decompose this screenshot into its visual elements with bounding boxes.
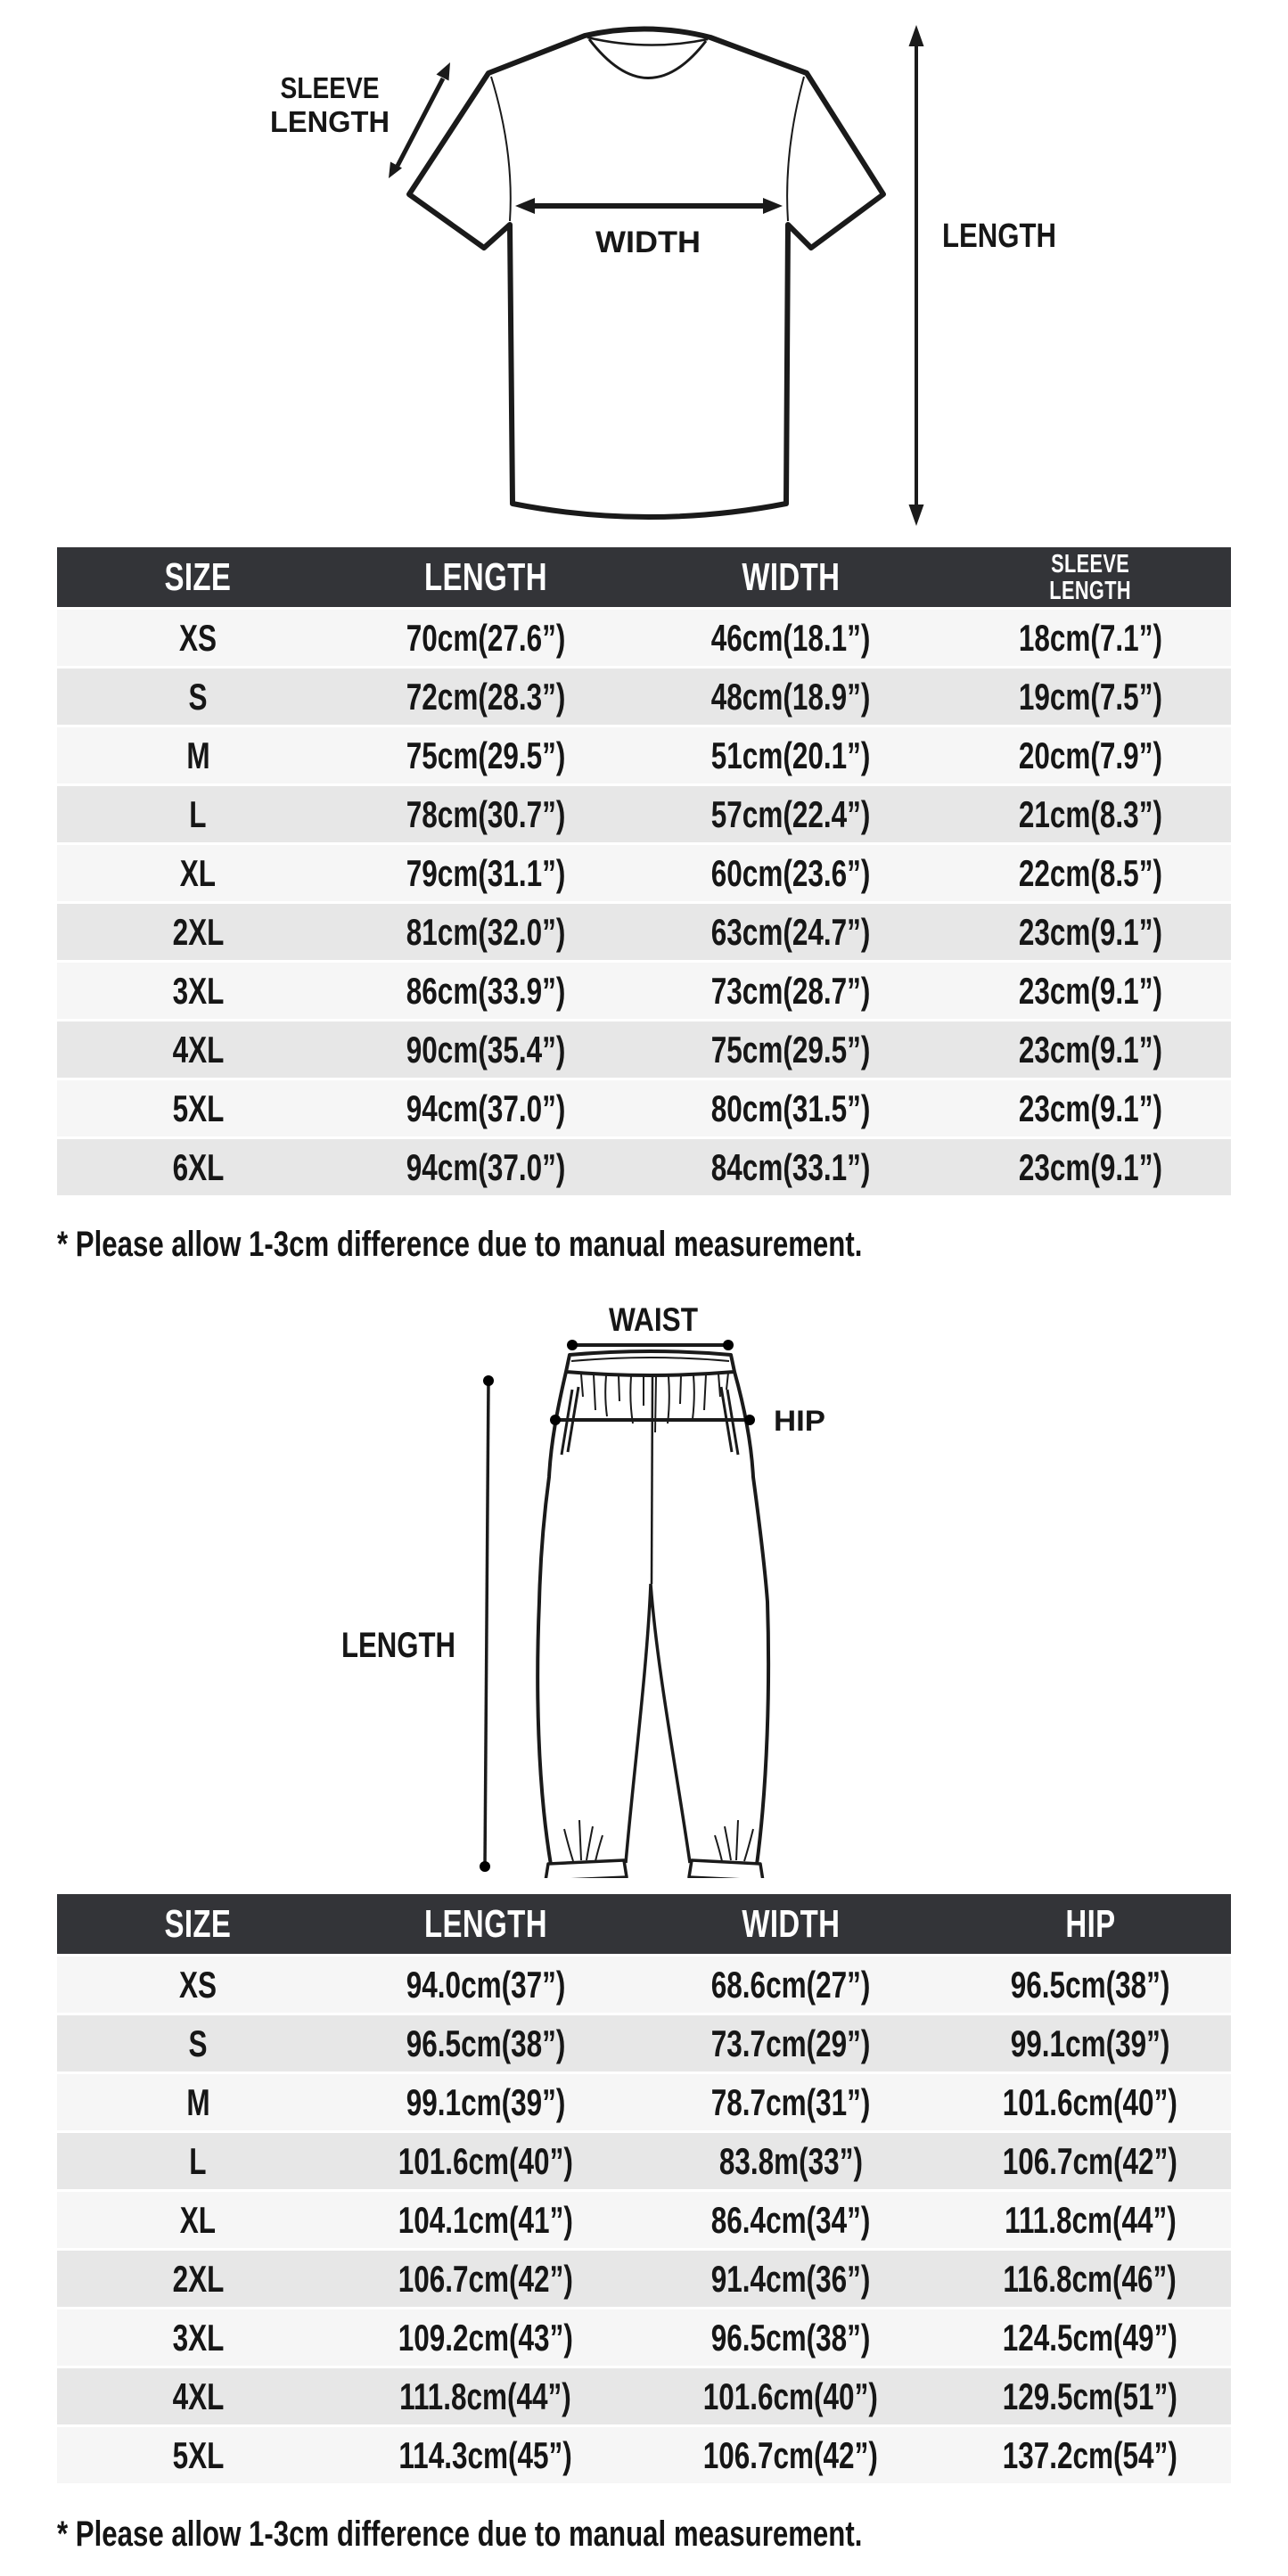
width-cell: 63cm(24.7”) (710, 910, 871, 953)
table-row (57, 2368, 1231, 2424)
length-cell: 96.5cm(38”) (406, 2022, 565, 2064)
table-row (57, 904, 1231, 960)
length-cell: 72cm(28.3”) (406, 675, 565, 718)
sleeve-length-cell: 23cm(9.1”) (1018, 1145, 1162, 1188)
pants-table-body (57, 1957, 1231, 2483)
hip-cell: 99.1cm(39”) (1010, 2022, 1170, 2064)
width-cell: 84cm(33.1”) (710, 1145, 871, 1188)
size-cell: XL (179, 851, 217, 894)
length-cell: 111.8cm(44”) (399, 2375, 572, 2417)
pants-header-size: SIZE (164, 1901, 232, 1946)
sleeve-length-label-line2: LENGTH (270, 105, 390, 138)
sleeve-length-cell: 18cm(7.1”) (1018, 616, 1162, 659)
width-cell: 68.6cm(27”) (710, 1963, 871, 2006)
length-cell: 109.2cm(43”) (398, 2316, 573, 2359)
width-cell: 96.5cm(38”) (710, 2316, 871, 2359)
cuff-gathers-left (564, 1820, 603, 1861)
waistband-gathers (581, 1373, 728, 1432)
shirt-header-width: WIDTH (742, 554, 841, 599)
table-row (57, 2251, 1231, 2307)
size-cell: XL (179, 2198, 217, 2241)
size-cell: 5XL (172, 1087, 224, 1129)
cuff-gathers-right (715, 1820, 753, 1861)
width-cell: 106.7cm(42”) (703, 2433, 879, 2476)
sleeve-length-cell: 23cm(9.1”) (1018, 1087, 1162, 1129)
hip-cell: 129.5cm(51”) (1002, 2375, 1177, 2417)
size-cell: M (185, 2080, 210, 2123)
length-cell: 94cm(37.0”) (406, 1145, 565, 1188)
pants-header-length: LENGTH (423, 1901, 547, 1946)
pants-table-header-row (57, 1894, 1231, 1954)
size-cell: XS (179, 1963, 217, 2006)
length-cell: 99.1cm(39”) (406, 2080, 565, 2123)
pants-length-label: LENGTH (341, 1626, 455, 1665)
shirt-table-body (57, 610, 1231, 1195)
hip-cell: 137.2cm(54”) (1002, 2433, 1177, 2476)
table-row (57, 786, 1231, 842)
size-cell: S (188, 2022, 208, 2064)
waist-label: WAIST (609, 1301, 699, 1338)
size-cell: 3XL (172, 969, 224, 1012)
length-cell: 104.1cm(41”) (398, 2198, 573, 2241)
sleeve-length-label-line1: SLEEVE (280, 71, 380, 104)
sleeve-length-cell: 21cm(8.3”) (1018, 792, 1162, 835)
table-row (57, 1021, 1231, 1078)
size-cell: 4XL (172, 2375, 224, 2417)
length-cell: 75cm(29.5”) (406, 734, 565, 776)
table-row (57, 2192, 1231, 2248)
cuff-band-right (689, 1860, 763, 1878)
sleeve-length-cell: 23cm(9.1”) (1018, 969, 1162, 1012)
size-cell: 3XL (172, 2316, 224, 2359)
width-cell: 80cm(31.5”) (710, 1087, 871, 1129)
waist-measure-line (567, 1340, 734, 1350)
width-cell: 60cm(23.6”) (710, 851, 871, 894)
length-cell: 81cm(32.0”) (406, 910, 565, 953)
size-cell: L (189, 2139, 207, 2182)
width-label: WIDTH (595, 226, 701, 259)
width-cell: 73cm(28.7”) (710, 969, 871, 1012)
width-cell: 48cm(18.9”) (710, 675, 871, 718)
table-row (57, 2133, 1231, 2189)
shirt-header-size: SIZE (164, 554, 232, 599)
length-cell: 79cm(31.1”) (406, 851, 565, 894)
length-label: LENGTH (942, 217, 1056, 255)
size-cell: S (188, 675, 208, 718)
table-row (57, 1139, 1231, 1195)
length-cell: 90cm(35.4”) (406, 1028, 565, 1071)
size-cell: XS (179, 616, 217, 659)
hip-cell: 101.6cm(40”) (1002, 2080, 1177, 2123)
pants-inner-legs (626, 1584, 690, 1863)
size-cell: L (189, 792, 207, 835)
width-cell: 83.8m(33”) (718, 2139, 863, 2182)
length-cell: 106.7cm(42”) (398, 2257, 573, 2300)
table-row (57, 1957, 1231, 2013)
length-cell: 70cm(27.6”) (406, 616, 565, 659)
size-cell: M (185, 734, 210, 776)
length-cell: 86cm(33.9”) (406, 969, 565, 1012)
pants-measurement-note: * Please allow 1-3cm difference due to manual measurement. (57, 2514, 863, 2554)
pants-measurement-diagram (0, 1290, 1288, 1878)
width-cell: 73.7cm(29”) (710, 2022, 871, 2064)
size-cell: 6XL (172, 1145, 224, 1188)
hip-cell: 96.5cm(38”) (1010, 1963, 1170, 2006)
table-row (57, 2309, 1231, 2366)
table-row (57, 610, 1231, 666)
table-row (57, 2427, 1231, 2483)
hip-cell: 111.8cm(44”) (1004, 2198, 1177, 2241)
pants-size-table (57, 1894, 1231, 2483)
pants-header-width: WIDTH (742, 1901, 841, 1946)
pants-length-measure-line (480, 1375, 494, 1872)
width-cell: 75cm(29.5”) (710, 1028, 871, 1071)
size-cell: 2XL (172, 910, 224, 953)
size-cell: 2XL (172, 2257, 224, 2300)
length-cell: 101.6cm(40”) (398, 2139, 573, 2182)
width-cell: 86.4cm(34”) (710, 2198, 871, 2241)
shirt-header-length: LENGTH (423, 554, 547, 599)
hip-label: HIP (774, 1405, 825, 1437)
hip-cell: 124.5cm(49”) (1002, 2316, 1177, 2359)
width-cell: 78.7cm(31”) (710, 2080, 871, 2123)
table-row (57, 669, 1231, 725)
length-cell: 94cm(37.0”) (406, 1087, 565, 1129)
tshirt-outline (409, 29, 883, 517)
pants-header-hip: HIP (1064, 1901, 1116, 1946)
table-row (57, 2015, 1231, 2071)
sleeve-length-cell: 20cm(7.9”) (1018, 734, 1162, 776)
width-cell: 51cm(20.1”) (710, 734, 871, 776)
shirt-measurement-note: * Please allow 1-3cm difference due to manual measurement. (57, 1225, 863, 1264)
shirt-size-table (57, 547, 1231, 1195)
hip-cell: 116.8cm(46”) (1003, 2257, 1177, 2300)
table-row (57, 963, 1231, 1019)
table-row (57, 845, 1231, 901)
table-row (57, 2074, 1231, 2130)
shirt-table-header-row (57, 547, 1231, 607)
sleeve-length-cell: 19cm(7.5”) (1018, 675, 1162, 718)
length-cell: 114.3cm(45”) (398, 2433, 572, 2476)
table-row (57, 727, 1231, 783)
width-cell: 91.4cm(36”) (710, 2257, 871, 2300)
hip-cell: 106.7cm(42”) (1002, 2139, 1177, 2182)
length-cell: 78cm(30.7”) (406, 792, 565, 835)
tshirt-measurement-diagram (0, 0, 1288, 535)
sleeve-length-cell: 23cm(9.1”) (1018, 1028, 1162, 1071)
pants-right-outline (734, 1372, 768, 1865)
size-cell: 5XL (172, 2433, 224, 2476)
width-cell: 101.6cm(40”) (703, 2375, 879, 2417)
width-cell: 46cm(18.1”) (710, 616, 871, 659)
table-row (57, 1080, 1231, 1136)
shirt-header-sleeve-length: SLEEVE LENGTH (1049, 549, 1131, 605)
cuff-band-left (546, 1860, 627, 1878)
waistband (566, 1351, 734, 1375)
width-cell: 57cm(22.4”) (710, 792, 871, 835)
length-cell: 94.0cm(37”) (406, 1963, 565, 2006)
sleeve-length-cell: 23cm(9.1”) (1018, 910, 1162, 953)
size-cell: 4XL (172, 1028, 224, 1071)
sleeve-length-cell: 22cm(8.5”) (1018, 851, 1162, 894)
length-arrow (909, 25, 924, 526)
